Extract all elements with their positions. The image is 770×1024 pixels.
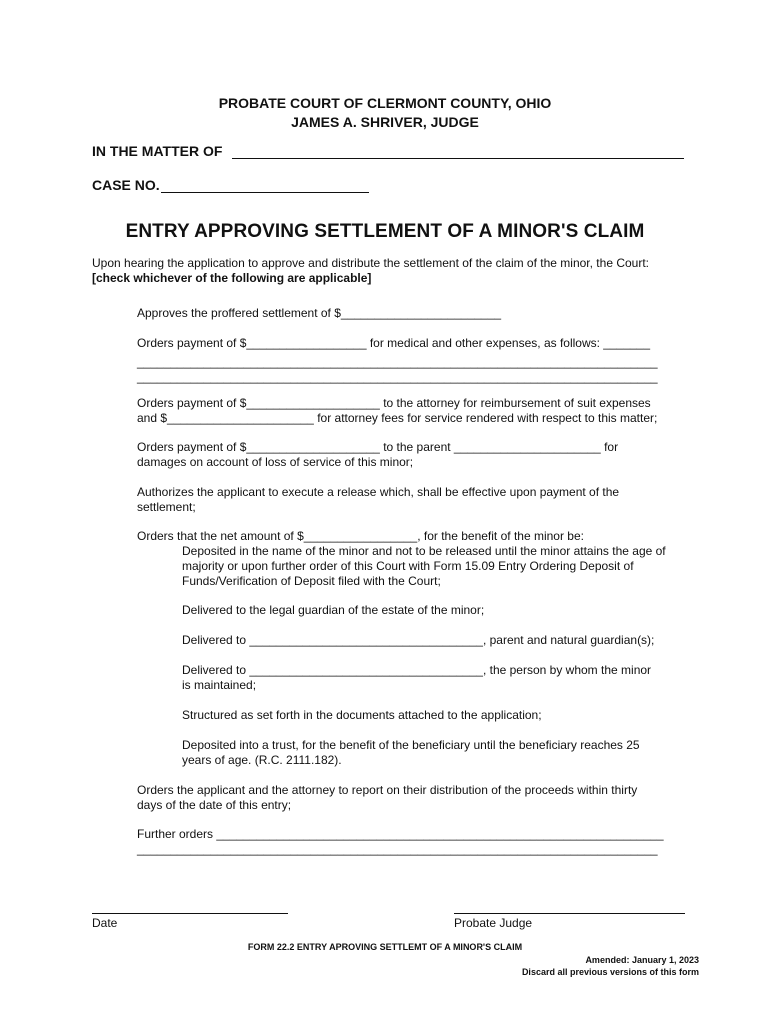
probate-judge-label: Probate Judge — [454, 916, 533, 930]
discard-notice: Discard all previous versions of this form — [521, 967, 699, 977]
matter-label: IN THE MATTER OF — [92, 143, 223, 159]
sub-deposited: Deposited in the name of the minor and not to be released until the minor attains the age of — [182, 544, 666, 558]
item-attorney-payment: Orders payment of $____________________ to the attorney for reimbursement of suit expenses — [137, 396, 651, 410]
judge-name: JAMES A. SHRIVER, JUDGE — [291, 114, 479, 130]
matter-field[interactable] — [232, 158, 684, 159]
item-report-cont: days of the date of this entry; — [137, 798, 292, 812]
judge-signature-line[interactable] — [454, 913, 685, 914]
case-number-field[interactable] — [161, 192, 369, 193]
sub-guardian-estate: Delivered to the legal guardian of the estate of the minor; — [182, 603, 485, 617]
medical-blank-line-1: ______________________________________________________________________________ — [137, 355, 658, 369]
amended-date: Amended: January 1, 2023 — [585, 955, 699, 965]
date-signature-line[interactable] — [92, 913, 288, 914]
sub-structured: Structured as set forth in the documents attached to the application; — [182, 708, 542, 722]
sub-deposited-cont2: Funds/Verification of Deposit filed with the Court; — [182, 574, 441, 588]
sub-trust-cont: years of age. (R.C. 2111.182). — [182, 753, 342, 767]
item-parent-payment-cont: damages on account of loss of service of this minor; — [137, 455, 414, 469]
intro-text: Upon hearing the application to approve and distribute the settlement of the claim of the minor, the Court: — [92, 256, 649, 270]
item-medical-payment: Orders payment of $__________________ for medical and other expenses, as follows: _______ — [137, 336, 651, 350]
sub-maintained-cont: is maintained; — [182, 678, 257, 692]
item-approves-settlement: Approves the proffered settlement of $________________________ — [137, 306, 502, 320]
sub-deposited-cont1: majority or upon further order of this Court with Form 15.09 Entry Ordering Deposit of — [182, 559, 634, 573]
document-title: ENTRY APPROVING SETTLEMENT OF A MINOR'S CLAIM — [125, 221, 645, 242]
item-release-cont: settlement; — [137, 500, 196, 514]
sub-natural-guardian: Delivered to ___________________________________, parent and natural guardian(s); — [182, 633, 655, 647]
case-label: CASE NO. — [92, 177, 160, 193]
further-blank-line: ______________________________________________________________________________ — [137, 842, 658, 856]
item-report: Orders the applicant and the attorney to report on their distribution of the proceeds within thirty — [137, 783, 638, 797]
sub-maintained: Delivered to ___________________________________, the person by whom the minor — [182, 663, 652, 677]
date-label: Date — [92, 916, 118, 930]
form-number: FORM 22.2 ENTRY APROVING SETTLEMT OF A MINOR'S CLAIM — [247, 942, 523, 952]
item-release: Authorizes the applicant to execute a release which, shall be effective upon payment of the — [137, 485, 620, 499]
sub-trust: Deposited into a trust, for the benefit of the beneficiary until the beneficiary reaches 25 — [182, 738, 640, 752]
item-net-amount: Orders that the net amount of $_________________, for the benefit of the minor be: — [137, 529, 584, 543]
intro-instruction: [check whichever of the following are applicable] — [92, 271, 372, 285]
medical-blank-line-2: ______________________________________________________________________________ — [137, 370, 658, 384]
item-parent-payment: Orders payment of $____________________ to the parent ______________________ for — [137, 440, 619, 454]
item-attorney-fees: and $______________________ for attorney fees for service rendered with respect to this matter; — [137, 411, 658, 425]
court-name: PROBATE COURT OF CLERMONT COUNTY, OHIO — [218, 95, 552, 111]
item-further-orders: Further orders ___________________________________________________________________ — [137, 827, 664, 841]
